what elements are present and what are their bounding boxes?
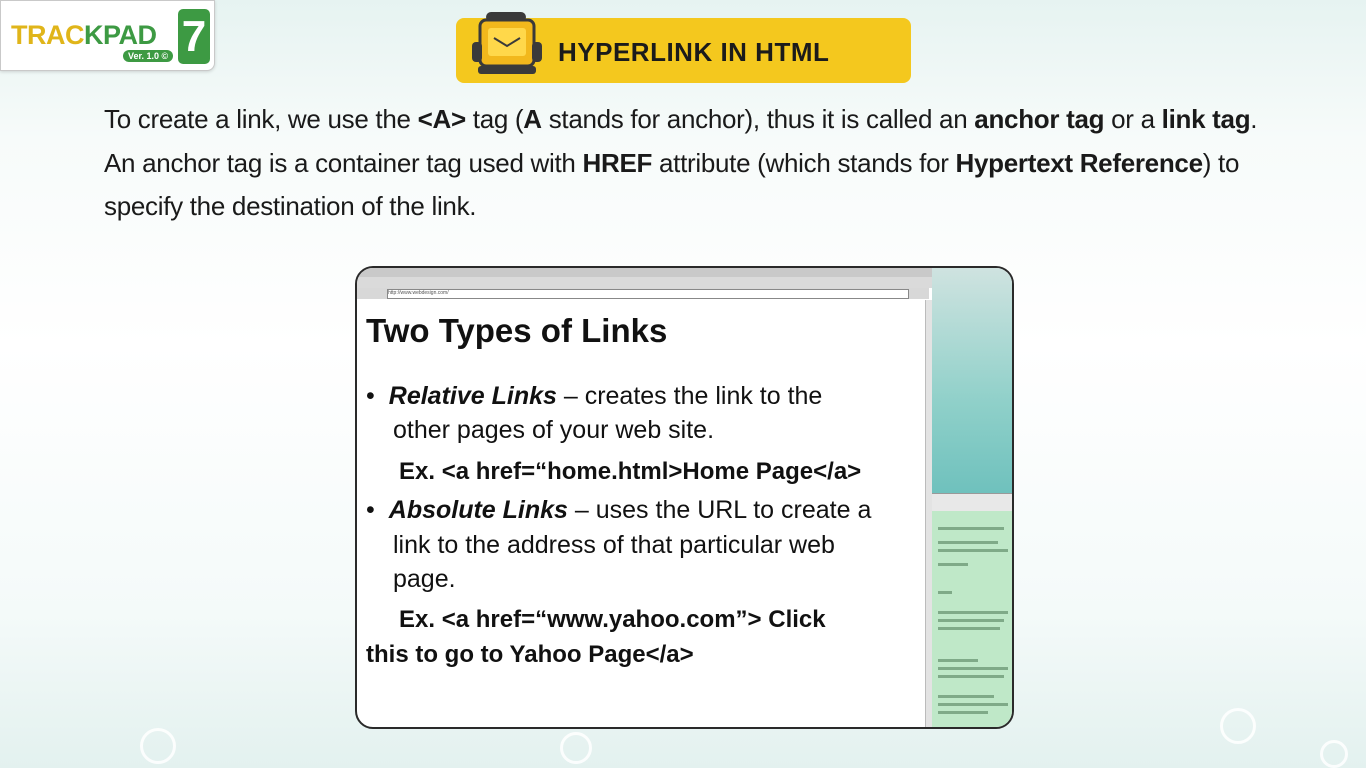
intro-paragraph bbox=[104, 98, 1274, 229]
intro-text: . An anchor tag is a container tag used with bbox=[104, 104, 1258, 178]
example-relative: Ex. <a href=“home.html>Home Page</a> bbox=[399, 458, 862, 485]
browser-screenshot bbox=[355, 266, 1014, 729]
logo-version: Ver. 1.0 © bbox=[123, 50, 173, 62]
logo-badge: 7 bbox=[178, 9, 210, 64]
intro-keyword: link tag bbox=[1161, 104, 1251, 134]
intro-keyword: HREF bbox=[582, 147, 653, 178]
code-line bbox=[938, 611, 1008, 614]
code-line bbox=[938, 563, 968, 566]
slide-title: Two Types of Links bbox=[366, 312, 668, 349]
background-window-bar bbox=[932, 493, 1012, 512]
decorative-circle bbox=[560, 732, 592, 764]
intro-text: To create a link, we use the bbox=[104, 104, 418, 134]
intro-text: ) to specify the destination of the link. bbox=[104, 147, 1240, 221]
page-title: HYPERLINK IN HTML bbox=[558, 37, 830, 67]
address-field: http://www.webdesign.com/ bbox=[387, 289, 909, 299]
decorative-circle bbox=[1320, 740, 1348, 768]
bullet-term: Absolute Links bbox=[388, 496, 568, 524]
bullet-term: Relative Links bbox=[388, 382, 557, 410]
bullet-text-line: link to the address of that particular web bbox=[393, 531, 835, 559]
code-line bbox=[938, 711, 988, 714]
title-banner bbox=[456, 18, 911, 83]
bullet-relative-links bbox=[366, 382, 822, 411]
code-line bbox=[938, 527, 1004, 530]
browser-address-bar bbox=[357, 288, 929, 299]
intro-text: or a bbox=[1104, 104, 1162, 134]
browser-scrollbar bbox=[925, 300, 932, 727]
browser-menubar bbox=[357, 268, 1012, 277]
code-line bbox=[938, 591, 952, 594]
code-line bbox=[938, 675, 1004, 678]
code-line bbox=[938, 549, 1008, 552]
intro-text: tag ( bbox=[465, 104, 524, 134]
bullet-text: – creates the link to the bbox=[556, 382, 823, 410]
trackpad-logo bbox=[0, 0, 215, 71]
intro-keyword: anchor tag bbox=[974, 104, 1105, 134]
intro-keyword: A bbox=[523, 104, 542, 134]
example-absolute-line2: this to go to Yahoo Page</a> bbox=[366, 641, 694, 668]
intro-text: attribute (which stands for bbox=[652, 147, 956, 178]
decorative-circle bbox=[140, 728, 176, 764]
background-code-panel bbox=[932, 511, 1012, 727]
bullet-text-line: page. bbox=[393, 565, 456, 593]
example-absolute: Ex. <a href=“www.yahoo.com”> Click bbox=[399, 606, 826, 633]
bullet-text: – uses the URL to create a bbox=[567, 496, 872, 524]
code-line bbox=[938, 703, 1008, 706]
logo-wordmark: TRACKPAD bbox=[11, 20, 157, 50]
intro-keyword: <A> bbox=[417, 104, 466, 134]
code-line bbox=[938, 619, 1004, 622]
laptop-character-icon bbox=[468, 8, 548, 80]
intro-text: stands for anchor), thus it is called an bbox=[541, 104, 975, 134]
bullet-text-line: other pages of your web site. bbox=[393, 416, 715, 444]
bullet-absolute-links bbox=[366, 496, 871, 525]
code-line bbox=[938, 541, 998, 544]
code-line bbox=[938, 659, 978, 662]
code-line bbox=[938, 695, 994, 698]
intro-keyword: Hypertext Reference bbox=[955, 147, 1203, 178]
decorative-circle bbox=[1220, 708, 1256, 744]
code-line bbox=[938, 667, 1008, 670]
code-line bbox=[938, 627, 1000, 630]
browser-toolbar bbox=[357, 277, 1012, 288]
background-window-teal bbox=[932, 268, 1012, 493]
bullet-dot: • bbox=[366, 382, 375, 410]
bullet-dot: • bbox=[366, 496, 375, 524]
